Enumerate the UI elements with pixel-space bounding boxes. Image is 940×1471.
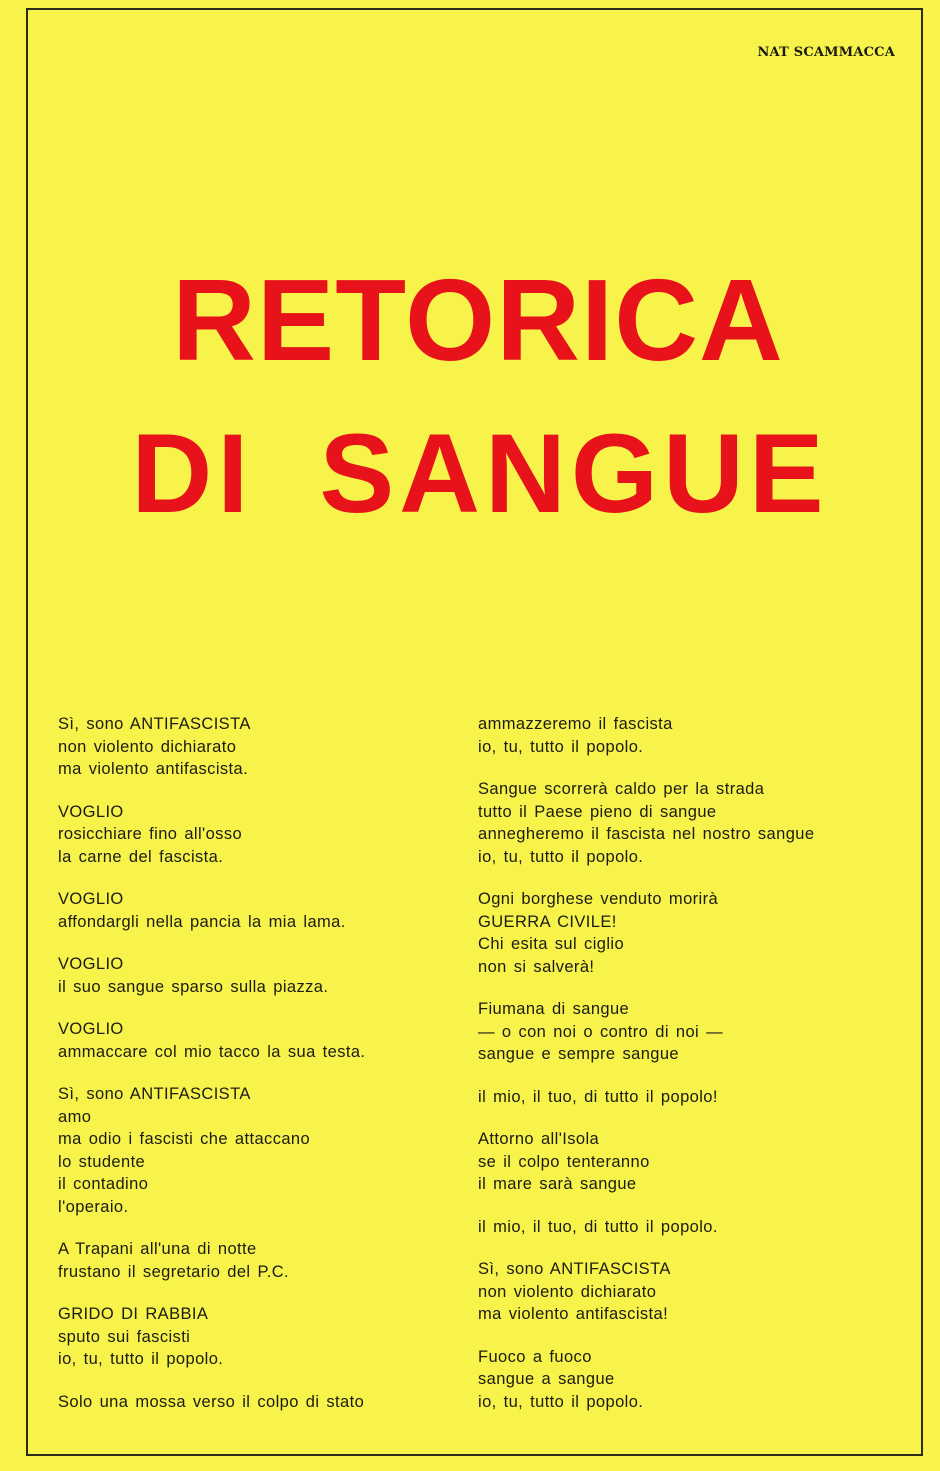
- poem-line: Sì, sono ANTIFASCISTA: [58, 715, 251, 733]
- stanza: [58, 1238, 438, 1283]
- stanza: [478, 1216, 888, 1239]
- poem-line: VOGLIO: [58, 890, 124, 908]
- poem-line: non si salverà!: [478, 957, 595, 976]
- poem-line: il mare sarà sangue: [478, 1175, 637, 1193]
- stanza: [478, 1128, 888, 1196]
- poem-line: Attorno all'Isola: [478, 1130, 600, 1148]
- poem-line: io, tu, tutto il popolo.: [478, 1392, 644, 1411]
- poem-line: sputo sui fascisti: [58, 1327, 191, 1346]
- stanza: [58, 1391, 438, 1414]
- stanza: [478, 1086, 888, 1109]
- poem-line: sangue a sangue: [478, 1370, 615, 1388]
- stanza: [478, 778, 888, 868]
- poem-line: VOGLIO: [58, 802, 124, 821]
- poem-left-column: [58, 713, 438, 1433]
- poem-line: ma violento antifascista!: [478, 1305, 669, 1323]
- stanza: [478, 713, 888, 758]
- poem-line: io, tu, tutto il popolo.: [478, 847, 644, 866]
- poem-line: Fuoco a fuoco: [478, 1347, 592, 1366]
- poem-line: io, tu, tutto il popolo.: [58, 1350, 224, 1368]
- poem-line: Fiumana di sangue: [478, 1000, 630, 1018]
- poem-line: Sì, sono ANTIFASCISTA: [478, 1260, 671, 1278]
- stanza: [58, 1303, 438, 1371]
- poem-line: A Trapani all'una di notte: [58, 1240, 257, 1258]
- poem-line: il suo sangue sparso sulla piazza.: [58, 977, 329, 996]
- poem-line: ma odio i fascisti che attaccano: [58, 1130, 311, 1148]
- poem-line: non violento dichiarato: [58, 737, 237, 756]
- author-name: NAT SCAMMACCA: [757, 45, 895, 60]
- poem-line: — o con noi o contro di noi —: [478, 1022, 723, 1041]
- poem-line: il mio, il tuo, di tutto il popolo.: [478, 1217, 718, 1236]
- stanza: [478, 888, 888, 978]
- poem-line: tutto il Paese pieno di sangue: [478, 802, 717, 821]
- poem-line: VOGLIO: [58, 955, 124, 973]
- stanza: [58, 1083, 438, 1218]
- poem-line: l'operaio.: [58, 1197, 129, 1216]
- poem-line: affondargli nella pancia la mia lama.: [58, 912, 346, 931]
- stanza: [478, 998, 888, 1066]
- poem-line: Ogni borghese venduto morirà: [478, 890, 719, 908]
- poem-line: amo: [58, 1107, 92, 1126]
- stanza: [478, 1258, 888, 1326]
- poem-line: il mio, il tuo, di tutto il popolo!: [478, 1087, 718, 1106]
- poem-line: annegheremo il fascista nel nostro sangue: [478, 825, 815, 843]
- poem-line: ma violento antifascista.: [58, 760, 249, 778]
- poem-right-column: [478, 713, 888, 1433]
- stanza: [58, 953, 438, 998]
- poem-line: se il colpo tenteranno: [478, 1152, 650, 1171]
- stanza: [58, 713, 438, 781]
- poem-line: GUERRA CIVILE!: [478, 912, 617, 931]
- stanza: [58, 1018, 438, 1063]
- stanza: [58, 888, 438, 933]
- poem-line: non violento dichiarato: [478, 1282, 657, 1301]
- poem-line: il contadino: [58, 1175, 149, 1193]
- poem-line: rosicchiare fino all'osso: [58, 825, 243, 843]
- poem-line: GRIDO DI RABBIA: [58, 1305, 209, 1323]
- poem-line: lo studente: [58, 1152, 146, 1171]
- poem-line: ammaccare col mio tacco la sua testa.: [58, 1042, 366, 1061]
- poem-line: Solo una mossa verso il colpo di stato: [58, 1392, 365, 1411]
- poem-line: Chi esita sul ciglio: [478, 935, 625, 953]
- poem-line: Sì, sono ANTIFASCISTA: [58, 1085, 251, 1103]
- stanza: [478, 1346, 888, 1414]
- poem-line: la carne del fascista.: [58, 847, 224, 866]
- poem-line: frustano il segretario del P.C.: [58, 1262, 290, 1281]
- stanza: [58, 801, 438, 869]
- poem-line: sangue e sempre sangue: [478, 1045, 680, 1063]
- title-line-1: RETORICA: [172, 255, 784, 385]
- poem-line: io, tu, tutto il popolo.: [478, 737, 644, 756]
- poem-line: ammazzeremo il fascista: [478, 715, 673, 733]
- poem-line: Sangue scorrerà caldo per la strada: [478, 780, 765, 798]
- title-line-2: DI SANGUE: [131, 411, 829, 536]
- poem-line: VOGLIO: [58, 1020, 124, 1038]
